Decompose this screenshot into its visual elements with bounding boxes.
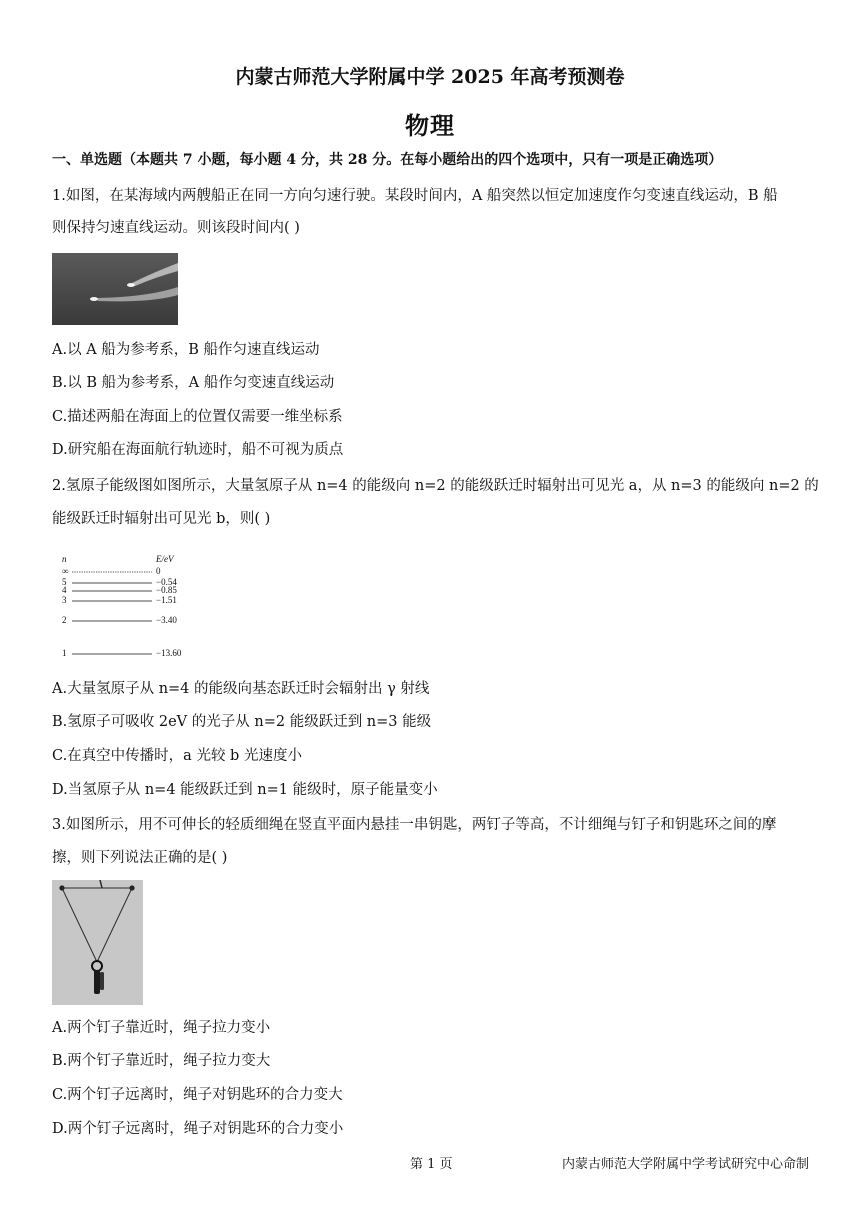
boats-photo <box>52 253 178 325</box>
level-e-3: −1.51 <box>156 595 177 605</box>
level-n-5: 5 <box>62 577 67 587</box>
page-number: 第 1 页 <box>410 1157 453 1172</box>
level-n-inf: ∞ <box>62 566 69 576</box>
q1-option-b: B.以 B 船为参考系，A 船作匀变速直线运动 <box>52 375 335 391</box>
q3-stem-line1: 3.如图所示，用不可伸长的轻质细绳在竖直平面内悬挂一串钥匙，两钉子等高，不计细绳与钉子和钥匙环之间的摩 <box>52 817 777 833</box>
subject-title: 物理 <box>405 111 455 140</box>
level-e-2: −3.40 <box>156 615 177 625</box>
q2-option-a: A.大量氢原子从 n=4 的能级向基态跃迁时会辐射出 γ 射线 <box>52 681 430 697</box>
q2-stem-line1: 2.氢原子能级图如图所示，大量氢原子从 n=4 的能级向 n=2 的能级跃迁时辐射出可见光 a，从 n=3 的能级向 n=2 的 <box>52 478 819 494</box>
q2-option-d: D.当氢原子从 n=4 能级跃迁到 n=1 能级时，原子能量变小 <box>52 782 438 798</box>
q1-option-c: C.描述两船在海面上的位置仅需要一维坐标系 <box>52 409 343 425</box>
q3-option-d: D.两个钉子远离时，绳子对钥匙环的合力变小 <box>52 1121 344 1137</box>
q1-option-a: A.以 A 船为参考系，B 船作匀速直线运动 <box>52 342 320 358</box>
level-n-4: 4 <box>62 585 67 595</box>
q1-stem-line1: 1.如图，在某海域内两艘船正在同一方向匀速行驶。某段时间内，A 船突然以恒定加速度作匀变速直线运动，B 船 <box>52 188 778 204</box>
exam-title: 内蒙古师范大学附属中学 2025 年高考预测卷 <box>235 66 625 88</box>
q3-stem-line2: 擦，则下列说法正确的是( ) <box>52 850 228 866</box>
q2-stem-line2: 能级跃迁时辐射出可见光 b，则( ) <box>52 511 271 527</box>
section-heading: 一、单选题（本题共 7 小题，每小题 4 分，共 28 分。在每小题给出的四个选项中，只有一项是正确选项） <box>52 152 723 168</box>
level-e-1: −13.60 <box>156 648 182 658</box>
q1-stem-line2: 则保持匀速直线运动。则该段时间内( ) <box>52 220 300 236</box>
q3-option-b: B.两个钉子靠近时，绳子拉力变大 <box>52 1053 271 1069</box>
n-axis-label: n <box>62 554 67 564</box>
q2-option-c: C.在真空中传播时，a 光较 b 光速度小 <box>52 748 302 764</box>
q1-option-d: D.研究船在海面航行轨迹时，船不可视为质点 <box>52 442 344 458</box>
energy-axis-label: E/eV <box>156 554 174 564</box>
level-e-inf: 0 <box>156 566 161 576</box>
level-e-4-value: −0.85 <box>156 585 177 595</box>
level-n-1: 1 <box>62 648 67 658</box>
key-string-photo <box>52 880 143 1005</box>
q3-option-c: C.两个钉子远离时，绳子对钥匙环的合力变大 <box>52 1087 343 1103</box>
energy-level-diagram <box>52 553 202 663</box>
level-n-2: 2 <box>62 615 67 625</box>
level-n-3: 3 <box>62 595 67 605</box>
q2-option-b: B.氢原子可吸收 2eV 的光子从 n=2 能级跃迁到 n=3 能级 <box>52 714 432 730</box>
footer-org: 内蒙古师范大学附属中学考试研究中心命制 <box>562 1157 810 1172</box>
q3-option-a: A.两个钉子靠近时，绳子拉力变小 <box>52 1020 271 1036</box>
level-e-5: −0.54 <box>156 577 177 587</box>
